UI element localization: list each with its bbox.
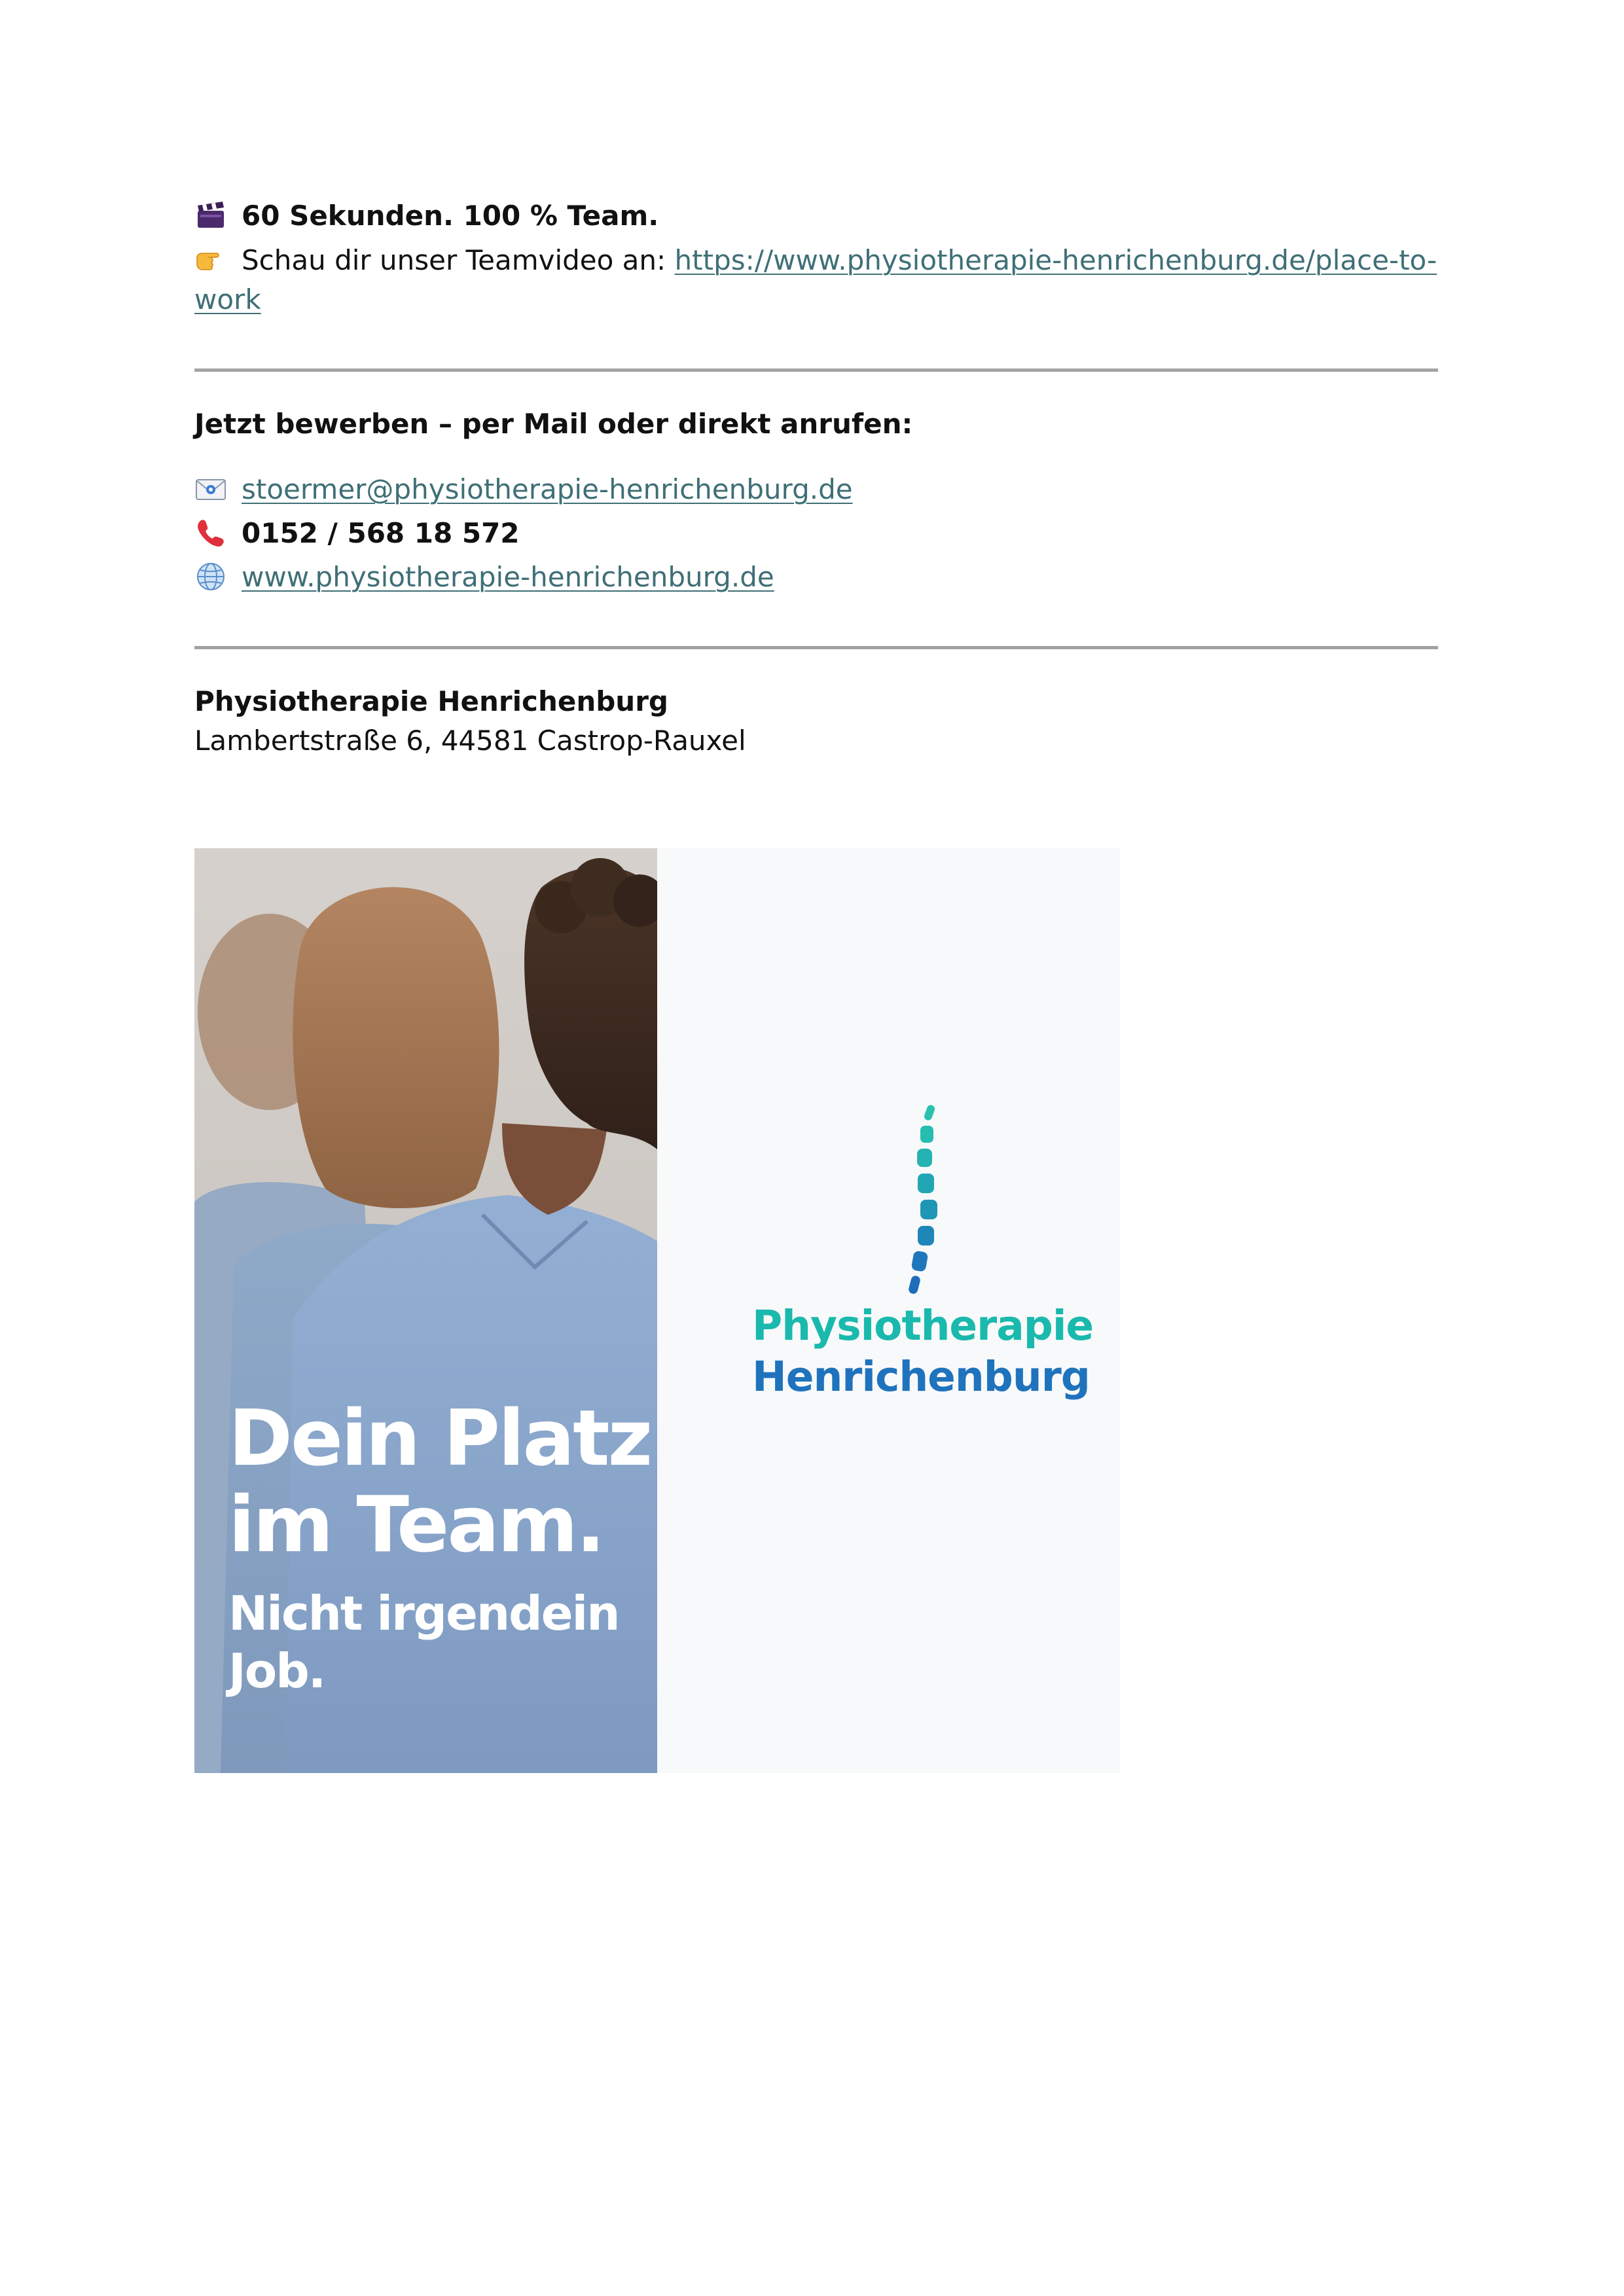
brand-name-line2: Henrichenburg xyxy=(752,1353,1090,1401)
banner-headline-line1: Dein Platz xyxy=(228,1393,651,1483)
banner-subline-line2: Job. xyxy=(228,1643,325,1698)
telephone-icon xyxy=(194,516,227,549)
phone-number[interactable]: 0152 / 568 18 572 xyxy=(242,517,520,549)
divider-2 xyxy=(194,646,1438,649)
banner-subline-line1: Nicht irgendein xyxy=(228,1586,619,1641)
video-headline-line xyxy=(194,196,659,236)
website-line xyxy=(194,558,774,597)
envelope-icon xyxy=(194,473,227,505)
team-video-link[interactable]: https://www.physiotherapie-henrichenburg.de/place-to- xyxy=(674,244,1437,276)
video-intro-line xyxy=(194,241,1437,280)
video-intro-text: Schau dir unser Teamvideo an: xyxy=(242,244,675,276)
banner-headline-line2: im Team. xyxy=(228,1479,604,1570)
team-video-link-end[interactable]: work xyxy=(194,283,261,315)
globe-icon xyxy=(194,560,227,593)
clapperboard-icon xyxy=(194,199,227,232)
brand-panel xyxy=(657,848,1120,1773)
pointing-hand-icon xyxy=(194,243,227,276)
website-link[interactable]: www.physiotherapie-henrichenburg.de xyxy=(242,561,774,593)
video-headline: 60 Sekunden. 100 % Team. xyxy=(242,200,659,232)
team-photo xyxy=(194,848,657,1773)
phone-line xyxy=(194,514,520,553)
banner-subline xyxy=(228,1585,619,1700)
banner-headline xyxy=(228,1395,651,1568)
recruiting-banner xyxy=(194,848,1120,1773)
brand-name-line1: Physiotherapie xyxy=(752,1302,1094,1350)
video-link-continuation xyxy=(194,280,261,319)
email-link[interactable]: stoermer@physiotherapie-henrichenburg.de xyxy=(242,473,853,505)
practice-address: Lambertstraße 6, 44581 Castrop-Rauxel xyxy=(194,725,746,757)
divider-1 xyxy=(194,368,1438,372)
email-line xyxy=(194,470,853,509)
practice-name: Physiotherapie Henrichenburg xyxy=(194,685,668,717)
apply-heading: Jetzt bewerben – per Mail oder direkt anrufen: xyxy=(194,408,913,440)
